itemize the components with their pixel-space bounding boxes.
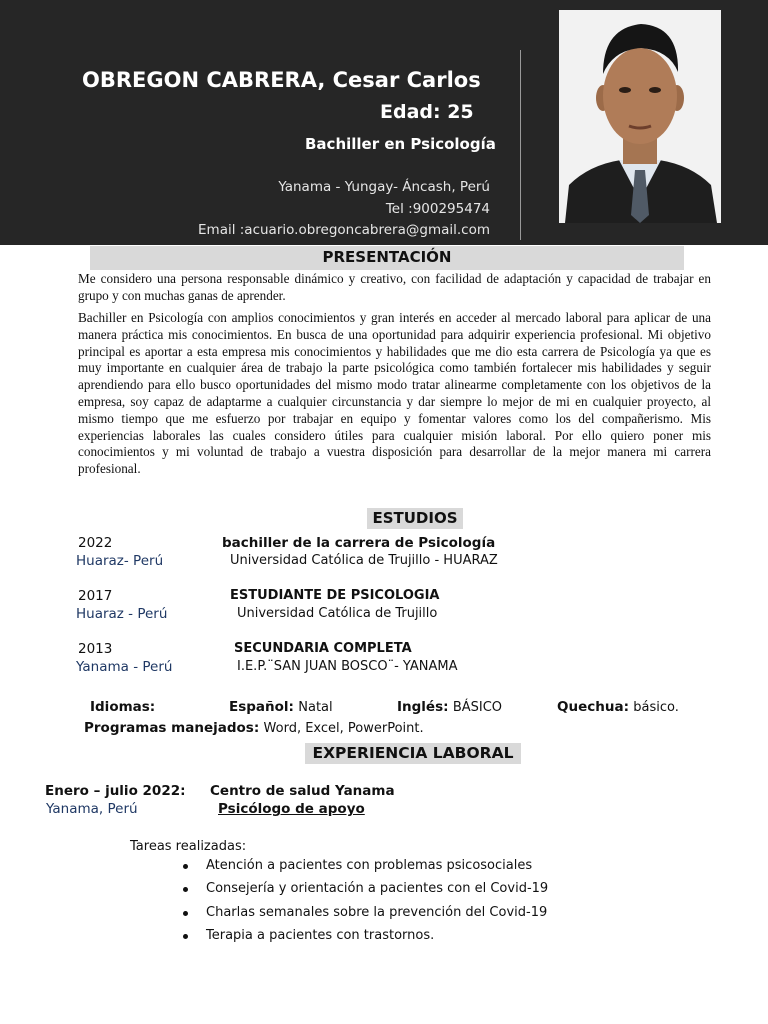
bullet-icon [183,864,188,869]
study-year: 2013 [78,641,113,657]
language-quechua-value: básico. [633,700,679,715]
tasks-label: Tareas realizadas: [130,839,247,854]
phone: Tel :900295474 [385,201,490,217]
tasks-list [183,858,548,951]
list-item [183,928,548,951]
study-year: 2022 [78,535,113,551]
task-text: Consejería y orientación a pacientes con el Covid-19 [206,881,549,897]
presentation-paragraph-2: Bachiller en Psicología con amplios conocimientos y gran interés en acceder al mercado laboral para aplicar de una manera práctica mis conocimientos. En busca de una oportunidad para adquirir experiencia profesional. Mi objetivo principal es aportar a esta empresa mis conocimientos y habilidades que me dio esta carrera de Psicología ya que es muy importante en cualquier área de trabajo la parte psicológica como también fortalecer mis habilidades y seguir aprendiendo para ello busco oportunidades del mismo modo tratar alinearme completamente con los objetivos de la empresa, soy capaz de adaptarme a cualquier circunstancia y dar siempre lo mejor de mi en cualquier proyecto, al mismo tiempo que me esfuerzo por trabajar en equipo y fomentar valores como los del compañerismo. Mis experiencias laborales las cuales considero útiles para cualquier misión laboral. Por ello quiero poner mis conocimientos y mi voluntad de trabajo a vuestra disposición para desarrollar de la mejor manera mi carrera profesional. [78,310,711,477]
study-institution: Universidad Católica de Trujillo [237,606,438,621]
list-item [183,858,548,881]
degree-title: Bachiller en Psicología [305,135,496,153]
email: Email :acuario.obregoncabrera@gmail.com [198,222,490,238]
study-place: Huaraz- Perú [76,553,164,569]
task-text: Charlas semanales sobre la prevención del Covid-19 [206,904,548,920]
list-item [183,905,548,928]
location: Yanama - Yungay- Áncash, Perú [278,179,490,195]
header-divider [520,50,521,240]
experience-place: Yanama, Perú [46,801,138,817]
profile-photo [559,10,721,223]
header-banner [0,0,768,245]
study-institution: I.E.P.¨SAN JUAN BOSCO¨- YANAMA [237,659,458,674]
section-title-presentacion: PRESENTACIÓN [90,246,684,270]
study-degree: bachiller de la carrera de Psicología [222,535,496,551]
study-year: 2017 [78,588,113,604]
language-spanish [229,699,333,715]
experience-employer: Centro de salud Yanama [210,783,395,799]
programs-label: Programas manejados: [84,720,260,736]
language-spanish-label: Español: [229,699,294,715]
study-place: Huaraz - Perú [76,606,168,622]
languages-label: Idiomas: [90,699,156,715]
bullet-icon [183,887,188,892]
study-degree: ESTUDIANTE DE PSICOLOGIA [230,588,440,603]
experience-period: Enero – julio 2022: [45,783,186,799]
language-english [397,699,502,715]
language-english-label: Inglés: [397,699,449,715]
bullet-icon [183,934,188,939]
task-text: Atención a pacientes con problemas psicosociales [206,858,533,873]
presentation-paragraph-1: Me considero una persona responsable dinámico y creativo, con facilidad de adaptación y capacidad de trabajar en grupo y con muchas ganas de aprender. [78,271,711,303]
full-name: OBREGON CABRERA, Cesar Carlos [82,68,481,92]
section-title-experiencia: EXPERIENCIA LABORAL [305,743,521,764]
list-item [183,881,548,904]
language-quechua [557,699,679,715]
study-degree: SECUNDARIA COMPLETA [234,641,412,656]
bullet-icon [183,911,188,916]
language-quechua-label: Quechua: [557,699,629,715]
programs-value: Word, Excel, PowerPoint. [263,721,424,736]
experience-role: Psicólogo de apoyo [218,801,365,817]
programs [84,720,424,736]
language-spanish-value: Natal [298,700,333,715]
task-text: Terapia a pacientes con trastornos. [206,927,435,943]
study-place: Yanama - Perú [76,659,173,675]
age: Edad: 25 [380,101,474,123]
study-institution: Universidad Católica de Trujillo - HUARAZ [230,553,498,568]
section-title-estudios: ESTUDIOS [367,508,463,529]
language-english-value: BÁSICO [452,700,503,715]
